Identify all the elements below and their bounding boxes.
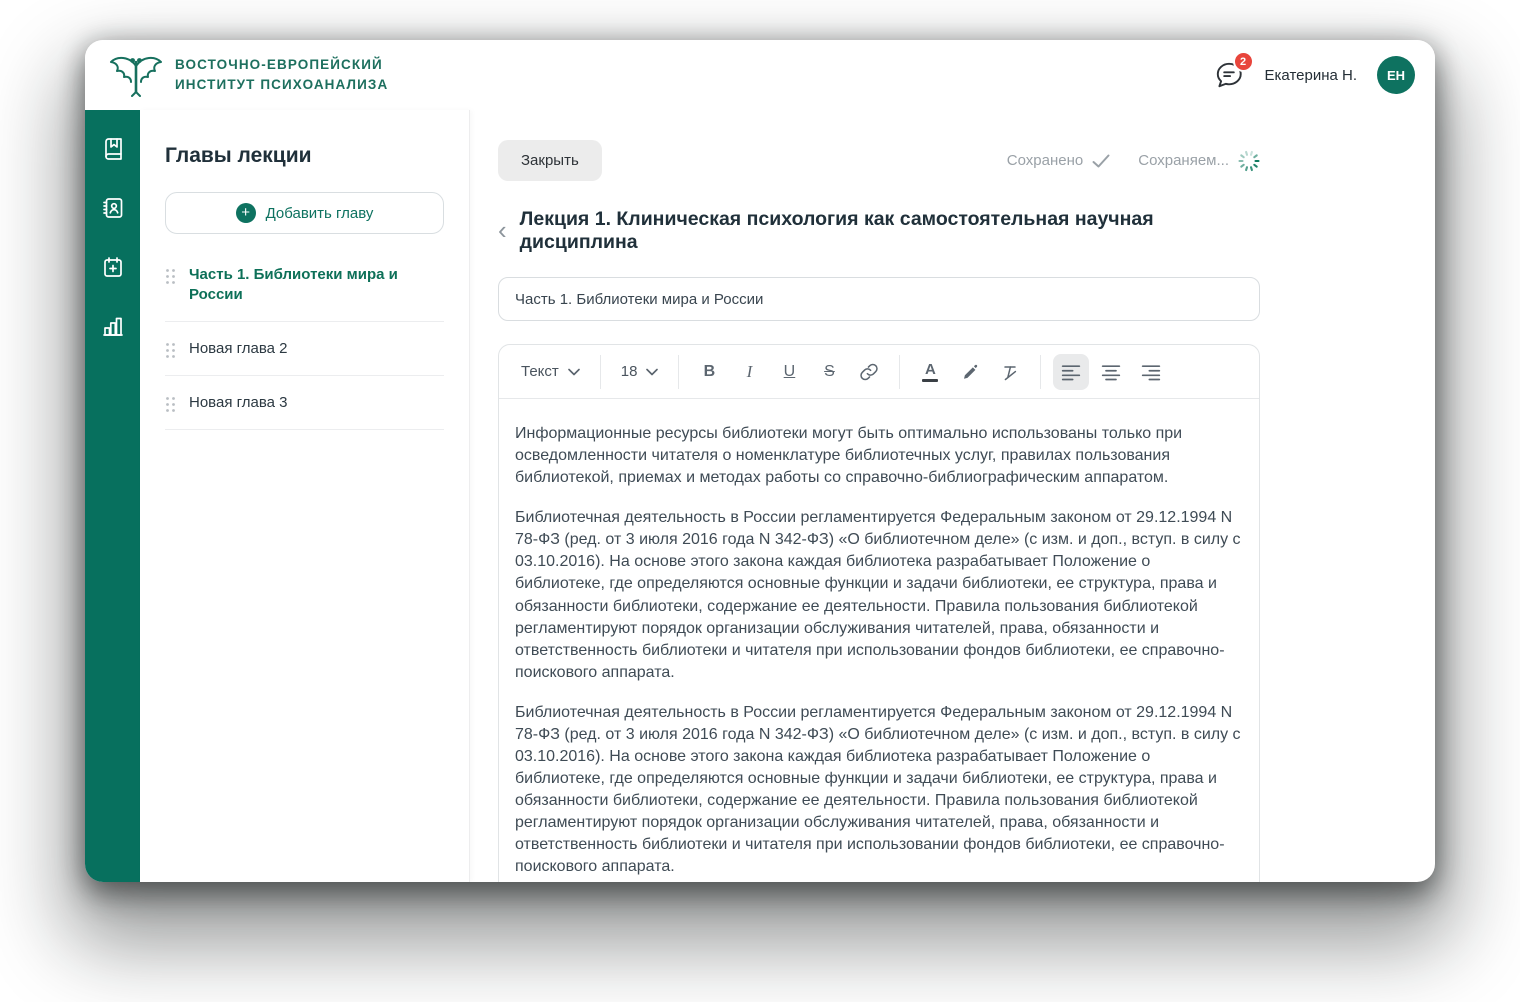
chapter-item[interactable]: [165, 248, 444, 322]
spinner-icon: [1238, 150, 1260, 172]
institute-name-line1: ВОСТОЧНО-ЕВРОПЕЙСКИЙ: [175, 57, 383, 73]
paragraph: Информационные ресурсы библиотеки могут быть оптимально использованы только при осведомленности читателя о номенклатуре библиотечных услуг, правилах пользования библиотекой, приемах и методах работы со справочно-библиографическим аппаратом.: [515, 425, 1183, 487]
main-column: [498, 140, 1260, 882]
app-window: [85, 40, 1435, 882]
chevron-down-icon: [646, 368, 658, 376]
check-icon: [1092, 154, 1110, 168]
add-chapter-label: Добавить главу: [265, 204, 374, 222]
contacts-book-icon: [101, 196, 125, 220]
user-name: Екатерина Н.: [1264, 66, 1357, 84]
chapter-item[interactable]: [165, 376, 444, 430]
institute-name: [175, 55, 388, 94]
institute-logo: [109, 53, 388, 97]
text-color-button[interactable]: [912, 354, 948, 390]
font-size-value: 18: [620, 363, 638, 380]
drag-handle-icon[interactable]: [165, 342, 176, 359]
link-icon: [859, 362, 879, 382]
messages-button[interactable]: [1213, 55, 1247, 91]
bold-button[interactable]: B: [703, 362, 716, 380]
toolbar-divider: [899, 355, 900, 389]
italic-button[interactable]: I: [746, 361, 753, 381]
nav-analytics-button[interactable]: [100, 313, 126, 339]
close-button[interactable]: Закрыть: [498, 140, 602, 181]
chevron-down-icon: [568, 368, 580, 376]
save-statuses: [1007, 150, 1260, 172]
avatar[interactable]: ЕН: [1377, 56, 1415, 94]
nav-lectures-button[interactable]: [100, 136, 126, 162]
nav-schedule-button[interactable]: [100, 254, 126, 280]
lecture-title-row: [498, 208, 1260, 254]
chapter-label: Новая глава 3: [189, 394, 288, 411]
chapters-panel: [140, 110, 470, 882]
drag-handle-icon[interactable]: [165, 268, 176, 285]
rich-text-editor: [498, 344, 1260, 882]
chapter-item[interactable]: [165, 322, 444, 376]
editor-topbar: [498, 140, 1260, 181]
toolbar-divider: [678, 355, 679, 389]
underline-button[interactable]: U: [783, 362, 796, 380]
align-right-icon: [1141, 363, 1161, 381]
saved-status: [1007, 152, 1110, 169]
header-right: [1213, 56, 1415, 94]
chapter-list: [165, 248, 444, 430]
saving-status-label: Сохраняем...: [1138, 152, 1229, 169]
align-center-icon: [1101, 363, 1121, 381]
chapter-title-input[interactable]: [498, 277, 1260, 321]
eagle-logo-icon: [109, 53, 163, 97]
highlight-button[interactable]: [952, 354, 988, 390]
institute-name-line2: ИНСТИТУТ ПСИХОАНАЛИЗА: [175, 77, 389, 92]
text-style-select[interactable]: [511, 363, 590, 380]
editor-toolbar: [499, 345, 1259, 399]
drag-handle-icon[interactable]: [165, 396, 176, 413]
clear-format-icon: [1000, 362, 1020, 382]
main-area: [470, 110, 1435, 882]
clear-format-button[interactable]: [992, 354, 1028, 390]
paragraph: Библиотечная деятельность в России регламентируется Федеральным законом от 29.12.1994 N 78-ФЗ (ред. от 3 июля 2016 года N 342-ФЗ) «О библиотечном деле» (с изм. и доп., вступ. в силу с 03.10.2016). На основе этого закона каждая библиотека разрабатывает Положение о библиотеке, где определяются основные функции и задачи библиотеки, ее структура, права и обязанности библиотеки, содержание ее деятельности. Правила пользования библиотекой регламентируют порядок организации обслуживания читателей, права, обязанности и ответственность библиотеки и читателя при использовании фондов библиотеки, ее справочно-поискового аппарата.: [515, 509, 1241, 681]
nav-rail: [85, 110, 140, 882]
text-color-icon: A: [922, 362, 938, 382]
lecture-title: Лекция 1. Клиническая психология как самостоятельная научная дисциплина: [519, 208, 1154, 253]
marker-icon: [961, 363, 979, 381]
editor-content[interactable]: [499, 399, 1259, 882]
plus-icon: +: [236, 203, 256, 223]
add-chapter-button[interactable]: [165, 192, 444, 234]
strikethrough-button[interactable]: S: [824, 362, 835, 380]
align-left-icon: [1061, 363, 1081, 381]
toolbar-divider: [1040, 355, 1041, 389]
toolbar-divider: [600, 355, 601, 389]
back-chevron-icon[interactable]: ‹: [498, 214, 507, 245]
chapter-label: Часть 1. Библиотеки мира и России: [189, 266, 398, 303]
paragraph: Библиотечная деятельность в России регламентируется Федеральным законом от 29.12.1994 N 78-ФЗ (ред. от 3 июля 2016 года N 342-ФЗ) «О библиотечном деле» (с изм. и доп., вступ. в силу с 03.10.2016). На основе этого закона каждая библиотека разрабатывает Положение о библиотеке, где определяются основные функции и задачи библиотеки, ее структура, права и обязанности библиотеки, содержание ее деятельности. Правила пользования библиотекой регламентируют порядок организации обслуживания читателей, права, обязанности и ответственность библиотеки и читателя при использовании фондов библиотеки, ее справочно-поискового аппарата.: [515, 703, 1241, 876]
text-style-value: Текст: [521, 363, 559, 380]
bar-chart-icon: [101, 314, 125, 338]
chapter-label: Новая глава 2: [189, 340, 288, 357]
nav-contacts-button[interactable]: [100, 195, 126, 221]
align-left-button[interactable]: [1053, 354, 1089, 390]
calendar-add-icon: [101, 255, 125, 279]
link-button[interactable]: [851, 354, 887, 390]
saved-status-label: Сохранено: [1006, 152, 1084, 169]
app-header: [85, 40, 1435, 110]
align-right-button[interactable]: [1133, 354, 1169, 390]
book-bookmark-icon: [101, 137, 125, 161]
font-size-select[interactable]: [611, 363, 669, 380]
saving-status: [1138, 150, 1260, 172]
notification-badge: 2: [1233, 51, 1254, 72]
app-body: [85, 110, 1435, 882]
align-center-button[interactable]: [1093, 354, 1129, 390]
chapters-panel-title: Главы лекции: [165, 144, 312, 167]
